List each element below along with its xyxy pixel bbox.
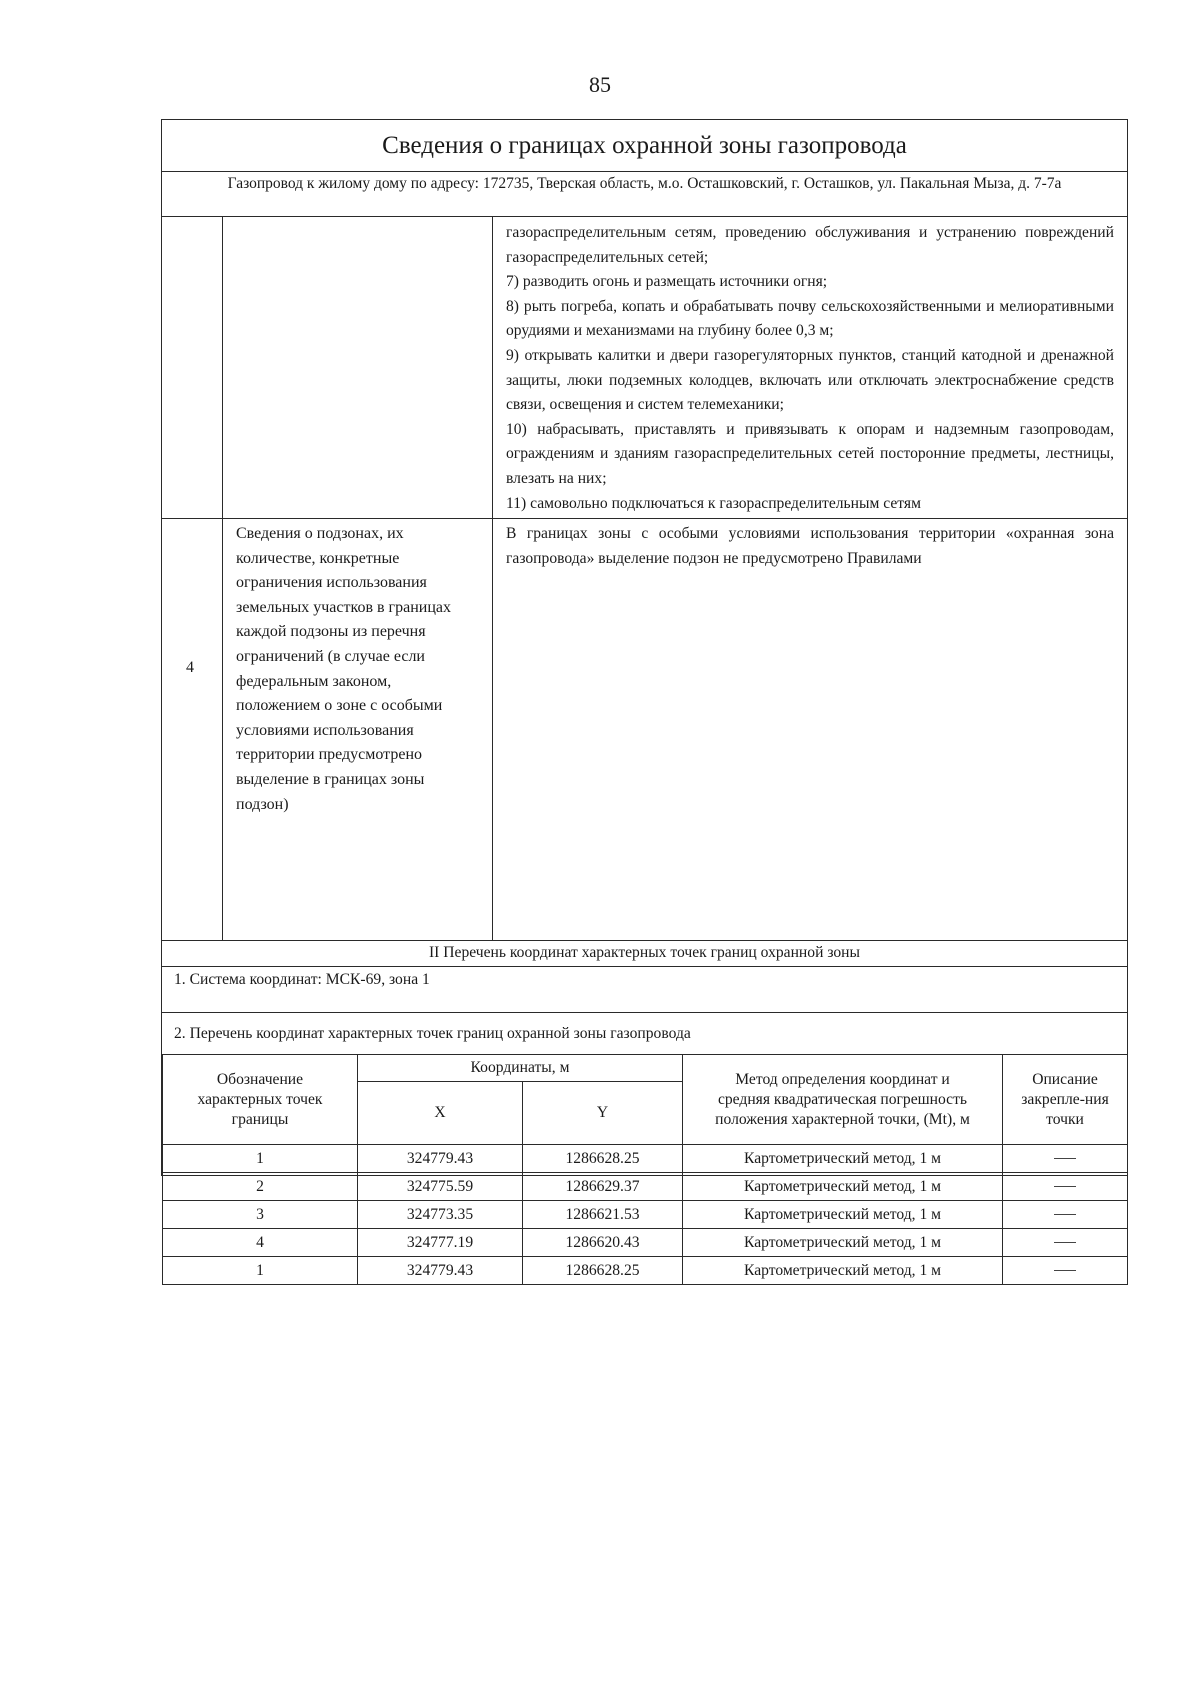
cell-y: 1286628.25 bbox=[523, 1145, 683, 1173]
cell-x: 324773.35 bbox=[358, 1201, 523, 1229]
dash-mark bbox=[1054, 1214, 1076, 1215]
cell-description bbox=[1003, 1173, 1128, 1201]
coord-system-divider bbox=[162, 1012, 1127, 1013]
restriction-line: 9) открывать калитки и двери газорегуляторных пунктов, станций катодной и дренажной защиты, люки подземных колодцев, включать или отключать электроснабжение средств связи, освещения и систем телемеханики; bbox=[506, 346, 1114, 414]
cell-method: Картометрический метод, 1 м bbox=[683, 1145, 1003, 1173]
cell-description bbox=[1003, 1201, 1128, 1229]
restriction-line: 10) набрасывать, приставлять и привязывать к опорам и надземным газопроводам, ограждениям и зданиям газораспределительных сетей посторонние предметы, лестницы, влезать на них; bbox=[506, 420, 1114, 487]
table-row bbox=[163, 1145, 1128, 1173]
cell-method: Картометрический метод, 1 м bbox=[683, 1229, 1003, 1257]
cell-x: 324779.43 bbox=[358, 1257, 523, 1285]
row-label: Сведения о подзонах, их количестве, конкретные ограничения использования земельных участков в границах каждой подзоны из перечня ограничений (в случае если федеральным законом, положением о зоне с особыми условиями использования территории предусмотрено выделение в границах зоны подзон) bbox=[236, 525, 452, 813]
section-divider bbox=[162, 940, 1127, 941]
table-row bbox=[163, 1201, 1128, 1229]
cell-description bbox=[1003, 1229, 1128, 1257]
cell-x: 324779.43 bbox=[358, 1145, 523, 1173]
cell-y: 1286620.43 bbox=[523, 1229, 683, 1257]
restriction-line: газораспределительным сетям, проведению обслуживания и устранению повреждений газораспределительных сетей; bbox=[506, 224, 1114, 266]
cell-point: 1 bbox=[163, 1257, 358, 1285]
cell-x: 324777.19 bbox=[358, 1229, 523, 1257]
cell-x: 324775.59 bbox=[358, 1173, 523, 1201]
table-header-row bbox=[163, 1055, 1128, 1082]
cell-description bbox=[1003, 1145, 1128, 1173]
restriction-line: 11) самовольно подключаться к газораспределительным сетям bbox=[506, 494, 921, 512]
restriction-line: 8) рыть погреба, копать и обрабатывать почву сельскохозяйственными и мелиоративными орудиями и механизмами на глубину более 0,3 м; bbox=[506, 297, 1114, 340]
table-row bbox=[163, 1173, 1128, 1201]
restriction-line: 7) разводить огонь и размещать источники огня; bbox=[506, 273, 828, 291]
cell-point: 1 bbox=[163, 1145, 358, 1173]
dash-mark bbox=[1054, 1270, 1076, 1271]
header-method: Метод определения координат и средняя квадратическая погрешность положения характерной точки, (Mt), м bbox=[683, 1055, 1003, 1145]
row-divider bbox=[162, 518, 1127, 519]
cell-y: 1286628.25 bbox=[523, 1257, 683, 1285]
page-number: 85 bbox=[589, 72, 611, 97]
cell-point: 4 bbox=[163, 1229, 358, 1257]
table-row bbox=[163, 1229, 1128, 1257]
cell-description bbox=[1003, 1257, 1128, 1285]
dash-mark bbox=[1054, 1242, 1076, 1243]
header-description: Описание закрепле-ния точки bbox=[1003, 1055, 1128, 1145]
header-designation: Обозначение характерных точек границы bbox=[163, 1055, 358, 1145]
coord-system: 1. Система координат: МСК-69, зона 1 bbox=[174, 971, 430, 988]
table-row bbox=[163, 1257, 1128, 1285]
header-y: Y bbox=[523, 1082, 683, 1145]
cell-method: Картометрический метод, 1 м bbox=[683, 1201, 1003, 1229]
row-value: В границах зоны с особыми условиями использования территории «охранная зона газопровода» выделение подзон не предусмотрено Правилами bbox=[506, 525, 1114, 567]
cell-method: Картометрический метод, 1 м bbox=[683, 1257, 1003, 1285]
cell-point: 3 bbox=[163, 1201, 358, 1229]
cell-y: 1286621.53 bbox=[523, 1201, 683, 1229]
column-divider-1 bbox=[222, 217, 223, 940]
cell-method: Картометрический метод, 1 м bbox=[683, 1173, 1003, 1201]
section-title-divider bbox=[162, 966, 1127, 967]
section-title: II Перечень координат характерных точек границ охранной зоны bbox=[428, 944, 861, 961]
document-frame bbox=[161, 119, 1128, 1279]
dash-mark bbox=[1054, 1186, 1076, 1187]
cell-y: 1286629.37 bbox=[523, 1173, 683, 1201]
row-number: 4 bbox=[186, 659, 194, 676]
document-subtitle: Газопровод к жилому дому по адресу: 172735, Тверская область, м.о. Осташковский, г. Осташков, ул. Пакальная Мыза, д. 7-7а bbox=[162, 172, 1127, 217]
coord-list-title: 2. Перечень координат характерных точек границ охранной зоны газопровода bbox=[174, 1025, 691, 1042]
column-divider-2 bbox=[492, 217, 493, 940]
restrictions-text bbox=[506, 221, 1114, 516]
header-x: X bbox=[358, 1082, 523, 1145]
document-title: Сведения о границах охранной зоны газопровода bbox=[162, 120, 1127, 172]
dash-mark bbox=[1054, 1158, 1076, 1159]
cell-point: 2 bbox=[163, 1173, 358, 1201]
header-coordinates: Координаты, м bbox=[358, 1055, 683, 1082]
coordinates-table bbox=[162, 1054, 1128, 1285]
